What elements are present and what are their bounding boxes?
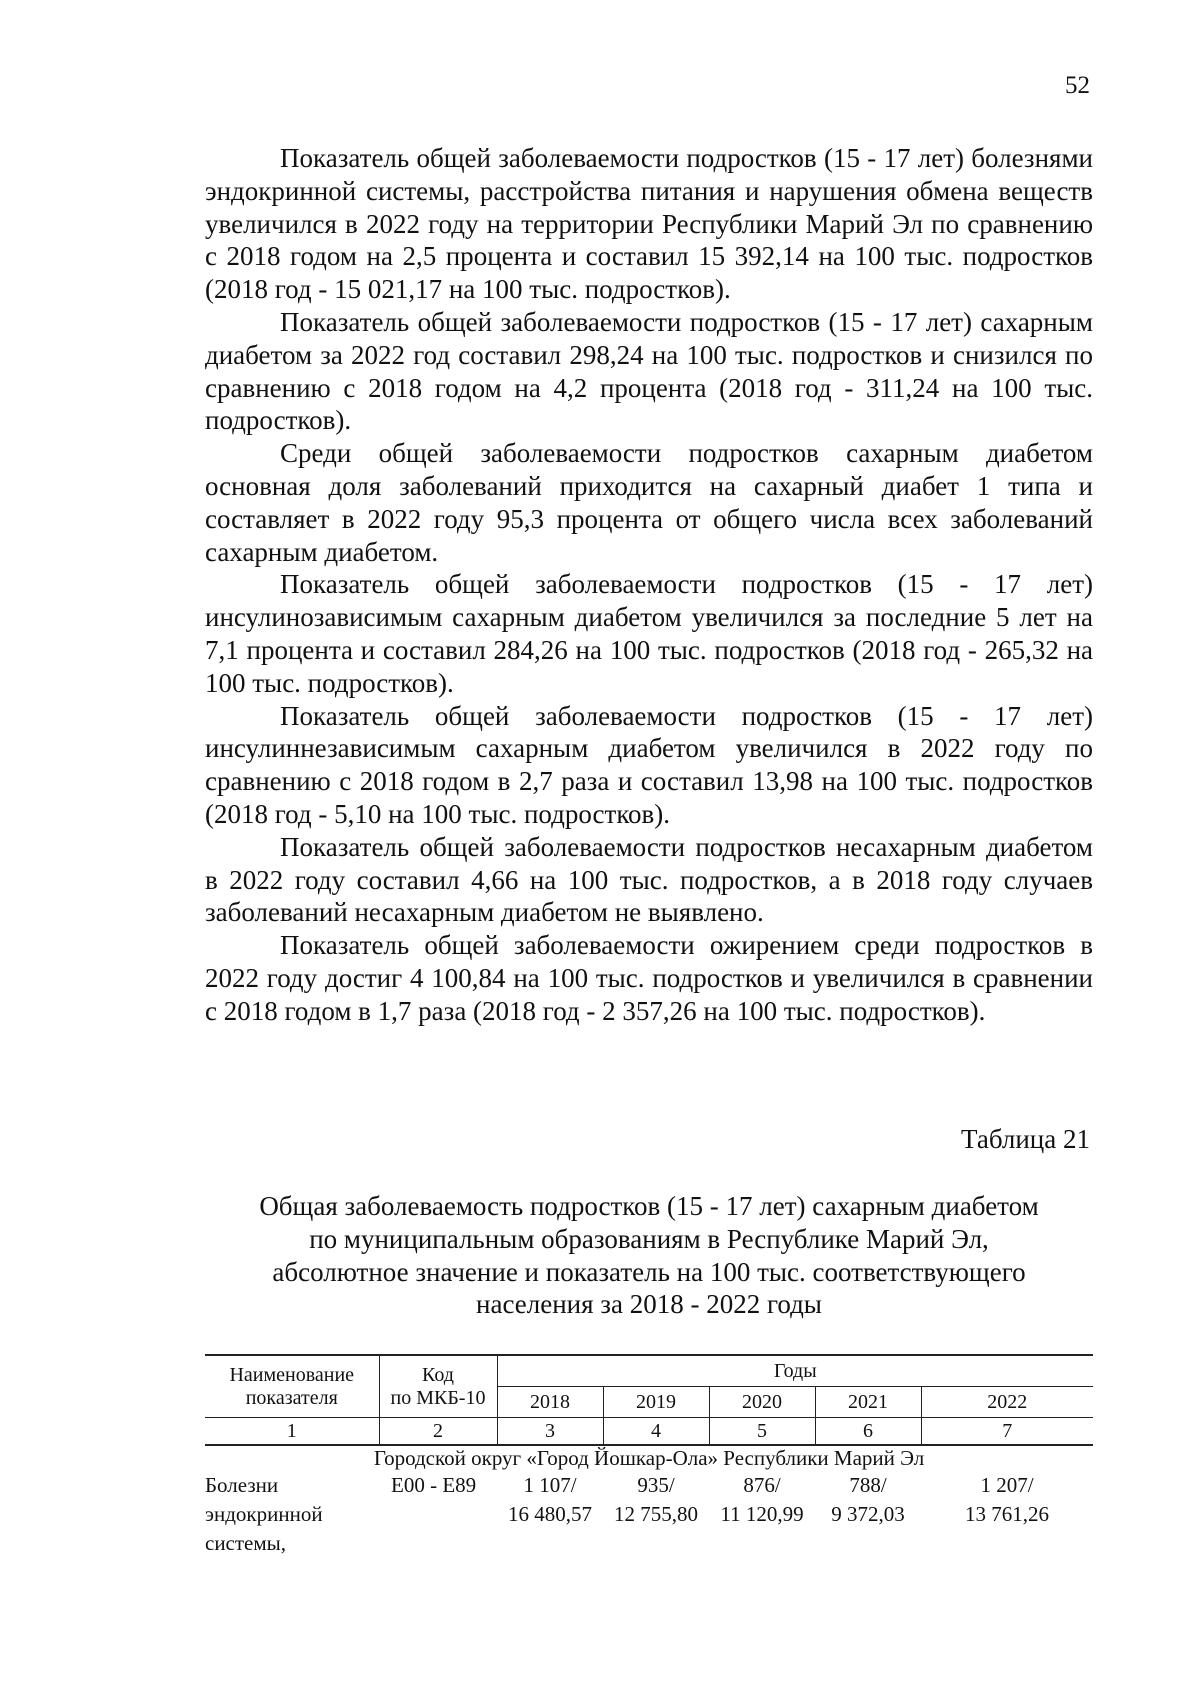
paragraph: Показатель общей заболеваемости подростков (15 - 17 лет) инсулинозависимым сахарным диабетом увеличился за последние 5 лет на 7,1 процента и составил 284,26 на 100 тыс. подростков (2018 год - 265,32 на 100 тыс. подростков).	[205, 569, 1093, 698]
column-number: 4	[603, 1418, 709, 1446]
row-value	[497, 1471, 603, 1558]
paragraph: Показатель общей заболеваемости подростков (15 - 17 лет) болезнями эндокринной системы, расстройства питания и нарушения обмена веществ увеличился в 2022 году на территории Республики Марий Эл по сравнению с 2018 годом на 2,5 процента и составил 15 392,14 на 100 тыс. подростков (2018 год - 15 021,17 на 100 тыс. подростков).	[205, 143, 1093, 305]
row-name	[205, 1471, 379, 1558]
row-code: E00 - E89	[391, 1473, 477, 1497]
row-value	[815, 1471, 921, 1558]
table-title-line: Общая заболеваемость подростков (15 - 17 лет) сахарным диабетом	[259, 1191, 1039, 1221]
row-name-line: эндокринной	[205, 1502, 323, 1526]
header-year: 2019	[603, 1387, 709, 1418]
value-abs: 876/	[743, 1473, 781, 1497]
table-title	[205, 1190, 1093, 1321]
header-year: 2021	[815, 1387, 921, 1418]
header-name	[205, 1355, 379, 1418]
paragraph: Показатель общей заболеваемости ожирением среди подростков в 2022 году достиг 4 100,84 на 100 тыс. подростков и увеличился в сравнении с 2018 годом в 1,7 раза (2018 год - 2 357,26 на 100 тыс. подростков).	[205, 930, 1093, 1026]
column-number: 1	[205, 1418, 379, 1446]
section-title: Городской округ «Город Йошкар-Ола» Республики Марий Эл	[373, 1446, 925, 1470]
header-year: 2020	[709, 1387, 815, 1418]
row-value	[921, 1471, 1093, 1558]
value-rate: 11 120,99	[720, 1502, 804, 1526]
paragraph: Среди общей заболеваемости подростков сахарным диабетом основная доля заболеваний приходится на сахарный диабет 1 типа и составляет в 2022 году 95,3 процента от общего числа всех заболеваний сахарным диабетом.	[205, 438, 1093, 567]
value-abs: 1 107/	[523, 1473, 577, 1497]
column-number: 6	[815, 1418, 921, 1446]
value-abs: 935/	[637, 1473, 675, 1497]
header-year: 2022	[921, 1387, 1093, 1418]
row-name-line: системы,	[205, 1531, 287, 1555]
table-title-line: абсолютное значение и показатель на 100 тыс. соответствующего	[272, 1256, 1026, 1287]
table-label: Таблица 21	[961, 1124, 1090, 1154]
header-name-line1: Наименование	[229, 1363, 355, 1386]
value-rate: 9 372,03	[831, 1502, 905, 1526]
column-number: 5	[709, 1418, 815, 1446]
header-code	[379, 1355, 497, 1418]
column-number-row	[205, 1418, 1093, 1446]
header-code-line2: по МКБ-10	[390, 1386, 486, 1409]
header-name-line2: показателя	[245, 1386, 338, 1409]
column-number: 2	[379, 1418, 497, 1446]
page-number: 52	[1065, 72, 1090, 99]
table-title-line: населения за 2018 - 2022 годы	[476, 1289, 822, 1320]
value-rate: 16 480,57	[508, 1502, 592, 1526]
table-header-row	[205, 1355, 1093, 1387]
column-number: 3	[497, 1418, 603, 1446]
row-value	[709, 1471, 815, 1558]
table-title-line: по муниципальным образованиям в Республике Марий Эл,	[309, 1223, 989, 1254]
column-number: 7	[921, 1418, 1093, 1446]
value-abs: 788/	[849, 1473, 887, 1497]
paragraph: Показатель общей заболеваемости подростков несахарным диабетом в 2022 году составил 4,66 на 100 тыс. подростков, а в 2018 году случаев заболеваний несахарным диабетом не выявлено.	[205, 831, 1093, 928]
header-code-line1: Код	[422, 1363, 454, 1386]
value-rate: 13 761,26	[965, 1502, 1049, 1526]
row-name-line: Болезни	[205, 1473, 279, 1497]
row-value	[603, 1471, 709, 1558]
paragraph: Показатель общей заболеваемости подростков (15 - 17 лет) сахарным диабетом за 2022 год составил 298,24 на 100 тыс. подростков и снизился по сравнению с 2018 годом на 4,2 процента (2018 год - 311,24 на 100 тыс. подростков).	[205, 306, 1093, 436]
header-years: Годы	[497, 1355, 1093, 1387]
section-row	[205, 1445, 1093, 1471]
morbidity-table	[205, 1354, 1093, 1558]
header-year: 2018	[497, 1387, 603, 1418]
value-rate: 12 755,80	[614, 1502, 698, 1526]
paragraph: Показатель общей заболеваемости подростков (15 - 17 лет) инсулиннезависимым сахарным диабетом увеличился в 2022 году по сравнению с 2018 годом в 2,7 раза и составил 13,98 на 100 тыс. подростков (2018 год - 5,10 на 100 тыс. подростков).	[205, 700, 1093, 829]
table-row	[205, 1471, 1093, 1558]
body-text	[205, 142, 1093, 1028]
value-abs: 1 207/	[980, 1473, 1034, 1497]
